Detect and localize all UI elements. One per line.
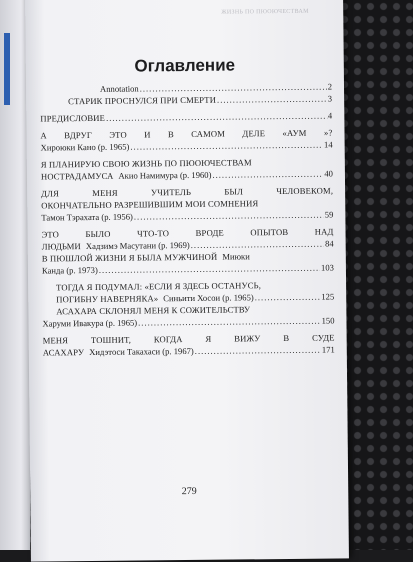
toc-author: Тамон Тэрахата (р. 1956) — [41, 211, 133, 223]
toc-page-number: 84 — [325, 238, 334, 249]
toc-author: Миюки — [222, 251, 250, 262]
toc-author: Канда (р. 1973) — [41, 264, 98, 276]
table-of-contents — [40, 80, 335, 358]
title-word: БЫЛ — [224, 186, 244, 197]
toc-author: Харуми Ивакура (р. 1965) — [42, 317, 138, 329]
page-number: 279 — [181, 485, 197, 498]
toc-author: Акио Намимура (р. 1960) — [118, 169, 212, 181]
title-word: ВРОДЕ — [195, 227, 224, 238]
title-word: КОГДА — [153, 334, 183, 345]
toc-page-number: 2 — [327, 81, 333, 92]
toc-entry-title: Я ПЛАНИРУЮ СВОЮ ЖИЗНЬ ПО ПЮОЮЧЕСТВАМ — [40, 157, 252, 170]
book-page — [25, 0, 349, 562]
title-word: ЭТО — [109, 129, 127, 140]
toc-page-number: 171 — [321, 344, 335, 355]
toc-page-number: 3 — [327, 93, 333, 104]
title-word: Я — [205, 333, 212, 344]
title-word: ЧТО-ТО — [137, 228, 170, 239]
title-word: «АУМ — [282, 127, 307, 138]
toc-page-number: 40 — [324, 168, 333, 179]
toc-entry-title: ПРЕДИСЛОВИЕ — [40, 112, 106, 124]
toc-page-number: 59 — [324, 209, 334, 220]
title-word: ОПЫТОВ — [250, 226, 289, 238]
toc-entry-title: ПОГИБНУ НАВЕРНЯКА» — [56, 293, 159, 305]
toc-entry-toshnit-author — [43, 343, 335, 358]
title-word: МЕНЯ — [42, 335, 69, 346]
title-word: В — [167, 129, 174, 140]
toc-page-number: 4 — [327, 110, 333, 121]
toc-entry-title: ЛЮДЬМИ — [41, 241, 81, 252]
toc-entry-title: СТАРИК ПРОСНУЛСЯ ПРИ СМЕРТИ — [68, 94, 217, 107]
toc-page-number: 103 — [320, 262, 334, 273]
title-word: МЕНЯ — [92, 187, 118, 198]
leader-dots — [212, 168, 323, 181]
page-title: Оглавление — [134, 55, 236, 76]
title-word: БЫЛО — [85, 228, 111, 240]
toc-author: Хидэтоси Такахаси (р. 1967) — [89, 345, 194, 358]
toc-entry-title: НОСТРАДАМУСА — [40, 170, 114, 182]
bleed-through-text: ЖИЗНЬ ПО ПЮОЮЧЕСТВАМ — [221, 8, 309, 16]
toc-entry-title: АСАХАРУ — [42, 347, 85, 358]
leader-dots — [106, 110, 327, 124]
toc-author: Хадзимэ Масутани (р. 1969) — [85, 239, 190, 252]
toc-entry-title: В ПЮШЛОЙ ЖИЗНИ Я БЫЛА МУЖЧИНОЙ — [41, 251, 218, 264]
bookmark-strip — [4, 33, 10, 105]
toc-entry-title: Annotation — [99, 83, 139, 94]
title-word: ДЕЛЕ — [242, 128, 266, 139]
title-word: САМОМ — [191, 128, 226, 139]
title-word: И — [144, 129, 151, 140]
leader-dots — [130, 139, 323, 153]
toc-author: Хироюки Кано (р. 1965) — [40, 141, 130, 153]
leader-dots — [99, 262, 320, 276]
title-word: ЧЕЛОВЕКОМ, — [276, 185, 334, 197]
toc-page-number: 125 — [321, 291, 335, 302]
title-word: ЭТО — [41, 229, 60, 240]
toc-author: Синьити Хосои (р. 1965) — [163, 292, 254, 304]
toc-entry-title: ТОГДА Я ПОДУМАЛ: «ЕСЛИ Я ЗДЕСЬ ОСТАНУСЬ, — [56, 280, 262, 293]
title-word: ВИЖУ — [234, 333, 261, 344]
title-word: ТОШНИТ, — [90, 334, 132, 346]
leader-dots — [195, 344, 321, 357]
leader-dots — [134, 209, 324, 223]
leader-dots — [217, 93, 327, 106]
title-word: »? — [323, 127, 333, 138]
leader-dots — [255, 291, 321, 304]
title-word: СУДЕ — [312, 332, 335, 343]
title-word: УЧИТЕЛЬ — [150, 186, 192, 198]
title-word: А — [40, 130, 47, 141]
toc-page-number: 14 — [323, 139, 333, 150]
title-word: В — [283, 332, 290, 343]
toc-page-number: 150 — [321, 315, 335, 326]
leader-dots — [191, 238, 324, 251]
leader-dots — [138, 315, 321, 329]
title-word: НАД — [314, 226, 334, 237]
toc-entry-title: АСАХАРА СКЛОНЯЛ МЕНЯ К СОЖИТЕЛЬСТВУ — [56, 304, 251, 317]
title-word: ВДРУГ — [64, 129, 92, 141]
title-word: ДЛЯ — [41, 188, 60, 199]
toc-entry-title: ОКОНЧАТЕЛЬНО РАЗРЕШИВШИМ МОИ СОМНЕНИЯ — [41, 198, 259, 211]
